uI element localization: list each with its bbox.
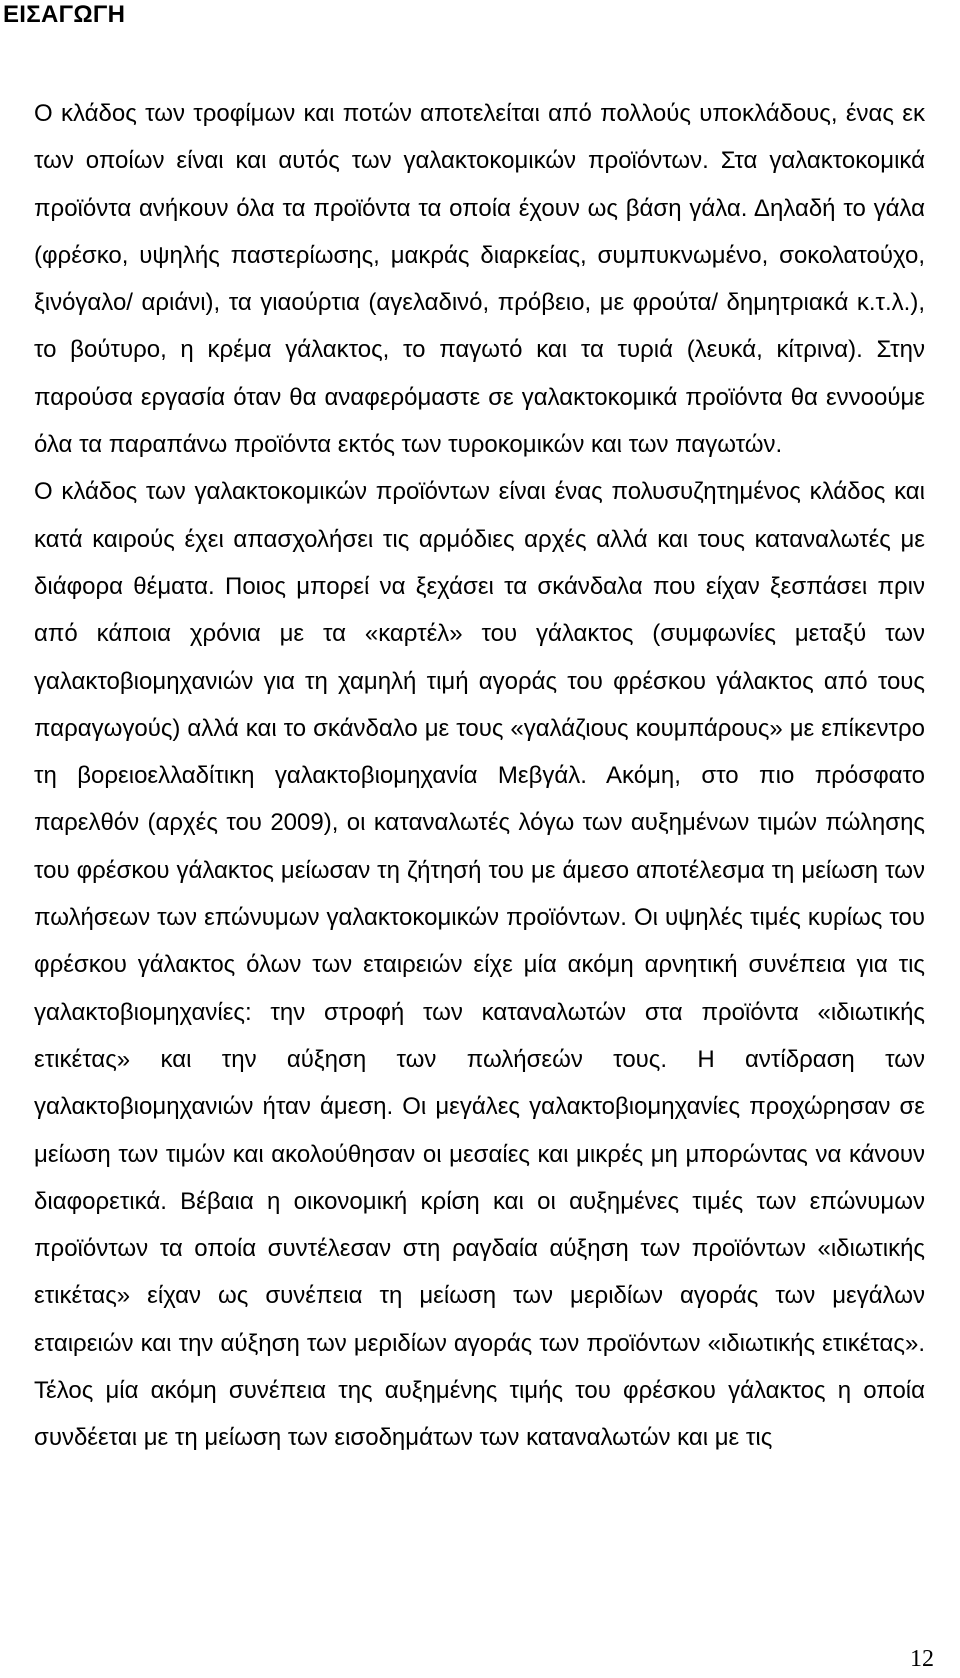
page-number: 12 bbox=[910, 1646, 934, 1672]
paragraph-intro: Ο κλάδος των τροφίμων και ποτών αποτελείται από πολλούς υποκλάδους, ένας εκ των οποίων είναι και αυτός των γαλακτοκομικών προϊόντων. Στα γαλακτοκομικά προϊόντα ανήκουν όλα τα προϊόντα τα οποία έχουν ως βάση γάλα. Δηλαδή το γάλα (φρέσκο, υψηλής παστερίωσης, μακράς διαρκείας, συμπυκνωμένο, σοκολατούχο, ξινόγαλο/ αριάνι), τα γιαούρτια (αγελαδινό, πρόβειο, με φρούτα/ δημητριακά κ.τ.λ.), το βούτυρο, η κρέμα γάλακτος, το παγωτό και τα τυριά (λευκά, κίτρινα). Στην παρούσα εργασία όταν θα αναφερόμαστε σε γαλακτοκομικά προϊόντα θα εννοούμε όλα τα παραπάνω προϊόντα εκτός των τυροκομικών και των παγωτών. bbox=[34, 100, 925, 459]
paragraph-industry-issues: Ο κλάδος των γαλακτοκομικών προϊόντων είναι ένας πολυσυζητημένος κλάδος και κατά καιρούς έχει απασχολήσει τις αρμόδιες αρχές αλλά και τους καταναλωτές με διάφορα θέματα. Ποιος μπορεί να ξεχάσει τα σκάνδαλα που είχαν ξεσπάσει πριν από κάποια χρόνια με τα «καρτέλ» του γάλακτος (συμφωνίες μεταξύ των γαλακτοβιομηχανιών για τη χαμηλή τιμή αγοράς του φρέσκου γάλακτος από τους παραγωγούς) αλλά και το σκάνδαλο με τους «γαλάζιους κουμπάρους» με επίκεντρο τη βορειοελλαδίτικη γαλακτοβιομηχανία Μεβγάλ. Ακόμη, στο πιο πρόσφατο παρελθόν (αρχές του 2009), οι καταναλωτές λόγω των αυξημένων τιμών πώλησης του φρέσκου γάλακτος μείωσαν τη ζήτησή του με άμεσο αποτέλεσμα τη μείωση των πωλήσεων των επώνυμων γαλακτοκομικών προϊόντων. Οι υψηλές τιμές κυρίως του φρέσκου γάλακτος όλων των εταιρειών είχε μία ακόμη αρνητική συνέπεια για τις γαλακτοβιομηχανίες: την στροφή των καταναλωτών στα προϊόντα «ιδιωτικής ετικέτας» και την αύξηση των πωλήσεών τους. Η αντίδραση των γαλακτοβιομηχανιών ήταν άμεση. Οι μεγάλες γαλακτοβιομηχανίες προχώρησαν σε μείωση των τιμών και ακολούθησαν οι μεσαίες και μικρές μη μπορώντας να κάνουν διαφορετικά. Βέβαια η οικονομική κρίση και οι αυξημένες τιμές των επώνυμων προϊόντων τα οποία συντέλεσαν στη ραγδαία αύξηση των προϊόντων «ιδιωτικής ετικέτας» είχαν ως συνέπεια τη μείωση των μεριδίων αγοράς των μεγάλων εταιρειών και την αύξηση των μεριδίων αγοράς των προϊόντων «ιδιωτικής ετικέτας». Τέλος μία ακόμη συνέπεια της αυξημένης τιμής του φρέσκου γάλακτος η οποία συνδέεται με τη μείωση των εισοδημάτων των καταναλωτών και με τις bbox=[34, 478, 925, 1452]
body-text bbox=[34, 90, 925, 1462]
section-heading: ΕΙΣΑΓΩΓΗ bbox=[3, 1, 126, 28]
